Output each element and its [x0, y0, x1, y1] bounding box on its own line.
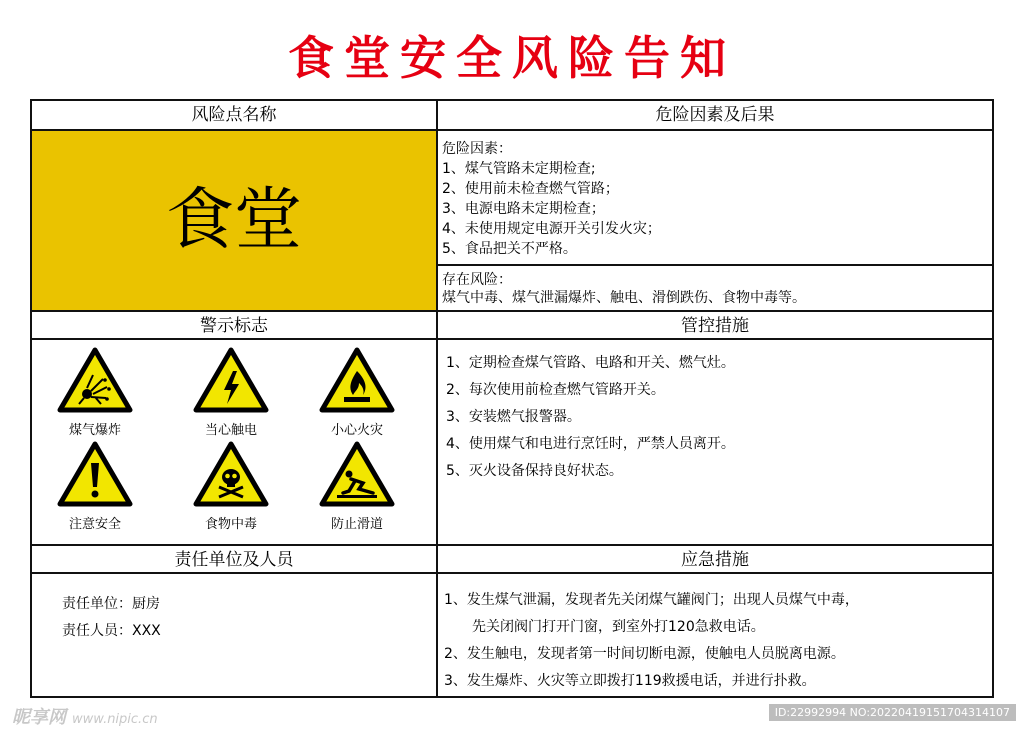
- hazard-factor-item: 5、食品把关不严格。: [442, 241, 577, 257]
- header-control-measures: 管控措施: [681, 316, 749, 336]
- control-measure-item: 3、安装燃气报警器。: [446, 409, 581, 425]
- electric-shock-icon: [193, 347, 269, 413]
- sign-label: 当心触电: [204, 423, 257, 438]
- risk-table: [30, 99, 994, 698]
- sign-label: 煤气爆炸: [68, 423, 121, 438]
- responsible-unit: 责任单位：厨房: [62, 596, 160, 612]
- control-measure-item: 1、定期检查煤气管路、电路和开关、燃气灶。: [446, 355, 735, 371]
- sign-caution: [40, 441, 150, 532]
- responsible-info: [62, 591, 161, 645]
- control-measures-list: [446, 350, 735, 485]
- skull-icon: [193, 441, 269, 507]
- existing-risks-text: 煤气中毒、煤气泄漏爆炸、触电、滑倒跌伤、食物中毒等。: [442, 290, 806, 306]
- sign-label: 注意安全: [68, 517, 121, 532]
- emergency-measure-item: 2、发生触电，发现者第一时间切断电源，使触电人员脱离电源。: [444, 646, 845, 662]
- slip-icon: [319, 441, 395, 507]
- watermark-logo: [12, 703, 158, 729]
- fire-icon: [319, 347, 395, 413]
- control-measure-item: 5、灭火设备保持良好状态。: [446, 463, 623, 479]
- sign-fire: [302, 347, 412, 438]
- existing-risks: [442, 271, 806, 307]
- responsible-person: 责任人员：XXX: [62, 623, 161, 639]
- hazard-factor-item: 3、电源电路未定期检查；: [442, 201, 605, 217]
- hazard-factor-item: 4、未使用规定电源开关引发火灾；: [442, 221, 661, 237]
- header-hazard-factors: 危险因素及后果: [655, 105, 775, 125]
- watermark-id: ID:22992994 NO:20220419151704314107: [769, 704, 1016, 721]
- header-warning-signs: 警示标志: [200, 316, 268, 336]
- sign-food-poisoning: [176, 441, 286, 532]
- column-divider: [436, 101, 438, 696]
- header-responsible: 责任单位及人员: [174, 550, 294, 570]
- emergency-measure-item: 1、发生煤气泄漏，发现者先关闭煤气罐阀门；出现人员煤气中毒，: [444, 592, 859, 608]
- watermark-logo-text: 昵享网: [12, 707, 66, 728]
- sign-label: 食物中毒: [204, 517, 257, 532]
- control-measure-item: 4、使用煤气和电进行烹饪时，严禁人员离开。: [446, 436, 735, 452]
- hazard-factors-label: 危险因素：: [442, 141, 512, 157]
- exclamation-icon: [57, 441, 133, 507]
- existing-risks-label: 存在风险：: [442, 272, 512, 288]
- row-divider: [438, 264, 992, 266]
- page-title: 食堂安全风险告知: [288, 31, 736, 85]
- hazard-factor-item: 2、使用前未检查燃气管路；: [442, 181, 619, 197]
- hazard-factor-item: 1、煤气管路未定期检查;: [442, 161, 596, 177]
- sign-label: 防止滑道: [330, 517, 383, 532]
- sign-electric-shock: [176, 347, 286, 438]
- sign-gas-explosion: [40, 347, 150, 438]
- emergency-measure-item: 3、发生爆炸、火灾等立即拨打119救援电话，并进行扑救。: [444, 673, 816, 689]
- hazard-factors: [442, 139, 661, 259]
- sign-label: 小心火灾: [330, 423, 383, 438]
- watermark-url: www.nipic.cn: [72, 712, 158, 727]
- header-emergency: 应急措施: [681, 550, 749, 570]
- explosion-icon: [57, 347, 133, 413]
- control-measure-item: 2、每次使用前检查燃气管路开关。: [446, 382, 665, 398]
- header-risk-point-name: 风险点名称: [191, 105, 277, 125]
- emergency-measures-list: [444, 587, 859, 695]
- risk-point-name: 食堂: [165, 181, 302, 260]
- emergency-measure-item: 先关闭阀门打开门窗，到室外打120急救电话。: [472, 619, 765, 635]
- sign-anti-slip: [302, 441, 412, 532]
